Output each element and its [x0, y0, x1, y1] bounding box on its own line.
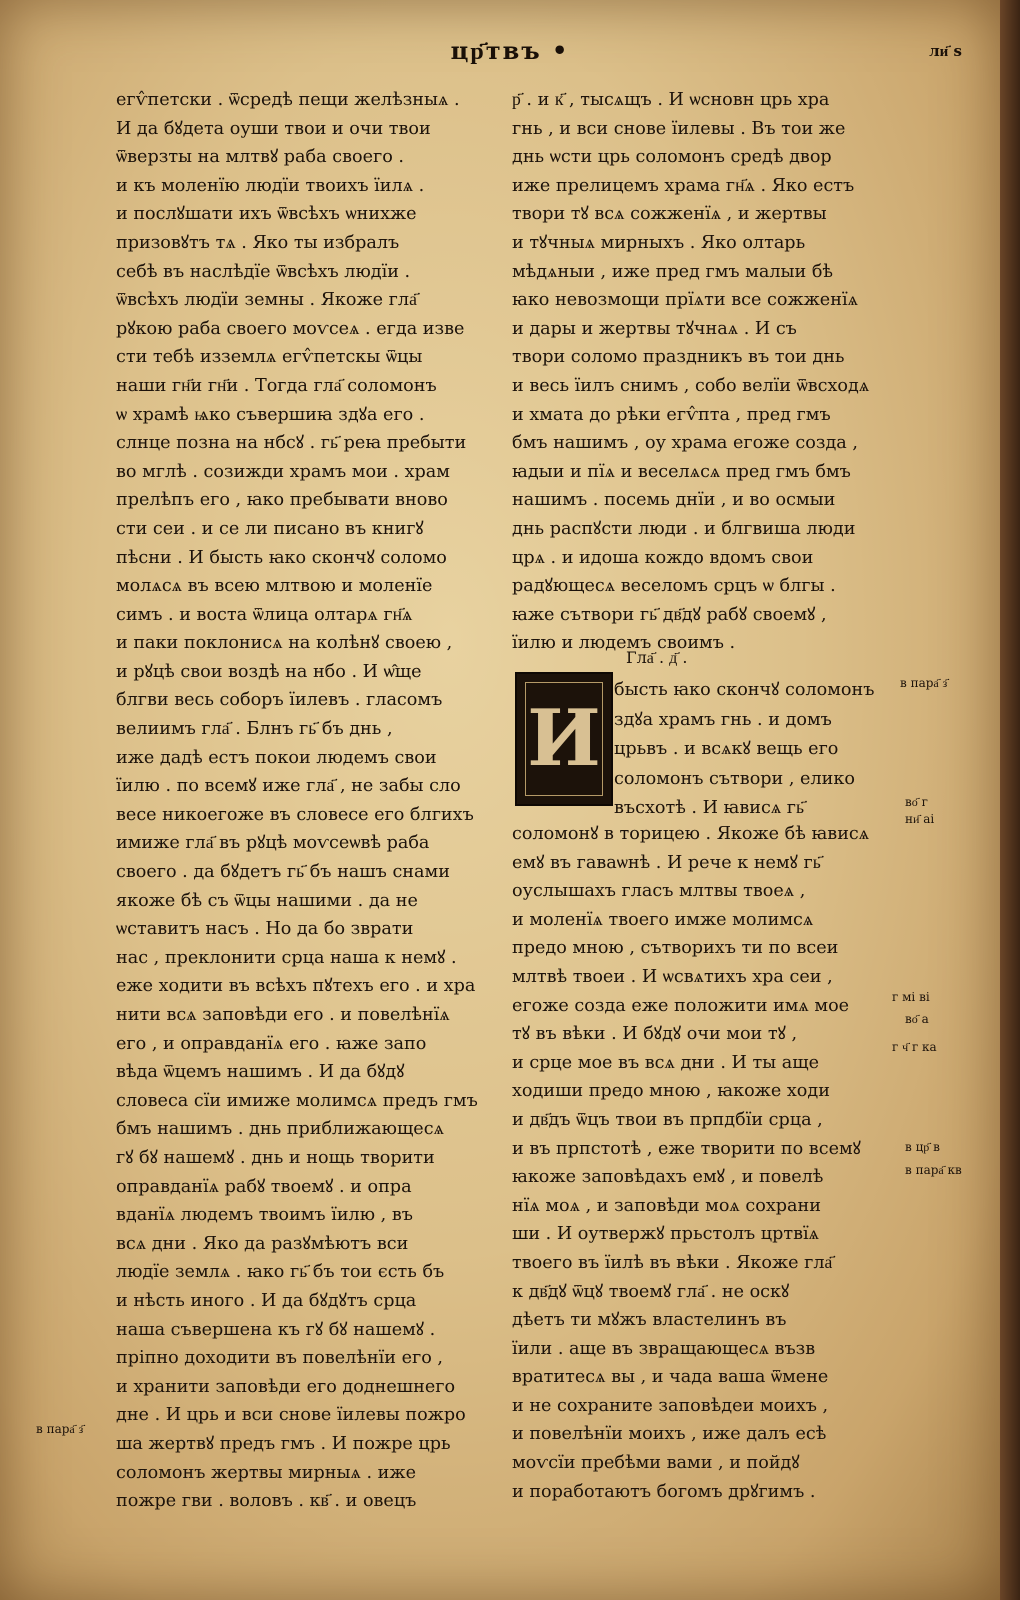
text-line: ꙗдыи и пїѧ и веселѧсѧ пред гмъ бмъ [512, 461, 851, 482]
text-line: и не сохраните заповѣдеи моихъ , [512, 1395, 829, 1416]
text-line: бмъ нашимъ , оу храма егоже созда , [512, 433, 858, 454]
text-line: твори соломо праздникъ въ тои днь [512, 347, 845, 368]
text-line: и паки поклонисѧ на колѣнꙋ своею , [116, 633, 453, 654]
text-line: бмъ нашимъ . днь приближающесѧ [116, 1119, 444, 1140]
text-line: црѧ . и идоша кождо вдомъ свои [512, 547, 814, 568]
text-line: прелѣпъ его , ꙗко пребывати вново [116, 490, 448, 511]
margin-note: в цр҃ в [905, 1140, 940, 1154]
text-line: тꙋ въ вѣки . И бꙋдꙋ очи мои тꙋ , [512, 1024, 798, 1045]
text-line: нашимъ . посемь днїи , и во осмыи [512, 490, 836, 511]
text-line: їилю и людемъ своимъ . [512, 633, 736, 654]
text-line: рꙋкою раба своего моѵсеѧ . егда изве [116, 318, 465, 339]
text-line: людїе землѧ . ꙗко гь҃ бъ тои єсть бъ [116, 1262, 445, 1283]
text-line: р҃ . и к҃ , тысѧщъ . И ѡсновн црь хра [512, 90, 830, 110]
margin-note: г ч҃ г ка [892, 1040, 937, 1054]
text-line: сти сеи . и се ли писано въ книгꙋ [116, 518, 424, 539]
text-line: пѣсни . И бысть ꙗко скончꙋ соломо [116, 547, 447, 568]
text-line: наша съвершена къ гꙋ бꙋ нашемꙋ . [116, 1319, 436, 1340]
text-line: ходиши предо мною , ꙗкоже ходи [512, 1081, 830, 1102]
text-line: всѧ дни . Яко да разꙋмѣютъ вси [116, 1233, 409, 1254]
text-line: и къ моленїю людїи твоихъ їилѧ . [116, 175, 425, 196]
text-line: сти тебѣ изземлѧ егѵ̂петскы ѿцы [116, 347, 423, 368]
text-line: їили . аще въ звращающесѧ възв [512, 1338, 816, 1359]
text-line: ѿвсѣхъ людїи земны . Якоже гла҃ [116, 290, 417, 311]
right-text-column-bottom [512, 820, 882, 1506]
chapter-heading: Гла҃ . д҃ . [626, 648, 688, 667]
text-line: црьвъ . и всѧкꙋ вещь его [614, 739, 839, 759]
initial-letter: И [525, 682, 603, 796]
text-line: слнце позна на нбсꙋ . гь҃ реꙗ пребыти [116, 433, 467, 454]
text-line: моѵсїи пребѣми вами , и пойдꙋ [512, 1453, 800, 1474]
text-line: ѡставитъ насъ . Но да бо зврати [116, 919, 414, 940]
margin-note: во҃ г [905, 795, 928, 809]
text-line: и повелѣнїи моихъ , иже далъ есѣ [512, 1424, 827, 1445]
text-line: ша жертвꙋ предъ гмъ . И пожре црь [116, 1433, 451, 1454]
running-title: цр҃твъ • [450, 36, 570, 65]
text-line: радꙋющесѧ веселомъ срцъ ѡ блгы . [512, 576, 836, 597]
text-line: соломонъ жертвы мирныѧ . иже [116, 1462, 416, 1483]
page-edge [1000, 0, 1020, 1600]
text-line: егоже созда еже положити имѧ мое [512, 995, 850, 1016]
text-line: себѣ въ наслѣдїе ѿвсѣхъ людїи . [116, 261, 411, 282]
text-line: весе никоегоже въ словесе его блгихъ [116, 804, 474, 825]
text-line: и дв҃дъ ѿцъ твои въ прпдбїи срца , [512, 1109, 823, 1130]
text-line: имиже гла҃ въ рꙋцѣ моѵсеѡвѣ раба [116, 833, 430, 854]
text-line: и срце мое въ всѧ дни . И ты аще [512, 1052, 820, 1073]
text-beside-initial [614, 676, 886, 824]
text-line: пріпно доходити въ повелѣнїи его , [116, 1348, 443, 1369]
text-line: ꙗкоже заповѣдахъ емꙋ , и повелѣ [512, 1167, 824, 1188]
text-line: пожре гви . воловъ . кв҃ . и овецъ [116, 1491, 417, 1512]
text-line: здꙋа храмъ гнь . и домъ [614, 709, 832, 730]
text-line: во мглѣ . созижди храмъ мои . храм [116, 461, 450, 482]
text-line: твоего въ їилѣ въ вѣки . Якоже гла҃ [512, 1252, 833, 1273]
text-line: нити всѧ заповѣди его . и повелѣнїѧ [116, 1005, 450, 1025]
text-line: твори тꙋ всѧ сожженїѧ , и жертвы [512, 204, 827, 225]
text-line: ѡ храмѣ ѩко съвершиꙗ здꙋа его . [116, 404, 425, 425]
text-line: иже прелицемъ храма гн҃ѧ . Яко естъ [512, 175, 855, 196]
text-line: призовꙋтъ тѧ . Яко ты избралъ [116, 232, 400, 253]
margin-note: во҃ а [905, 1012, 929, 1026]
text-line: дне . И црь и вси снове їилевы пожро [116, 1405, 466, 1426]
text-line: оправданїѧ рабꙋ твоемꙋ . и опра [116, 1176, 412, 1197]
text-line: емꙋ въ гаваѡнѣ . И рече к немꙋ гь҃ [512, 852, 821, 873]
text-line: его , и оправданїѧ его . ꙗже запо [116, 1033, 427, 1054]
text-line: симъ . и воста ѿлица олтарѧ гн҃ѧ [116, 604, 413, 625]
text-line: днь распꙋсти люди . и блгвиша люди [512, 518, 856, 539]
text-line: бысть ꙗко скончꙋ соломонъ [614, 680, 875, 700]
right-text-column-top [512, 86, 882, 658]
text-line: предо мною , сътворихъ ти по всеи [512, 938, 839, 959]
text-line: гнь , и вси снове їилевы . Въ тои же [512, 118, 846, 139]
text-line: въсхотѣ . И ꙗвисѧ гь҃ [614, 798, 805, 818]
text-line: соломонꙋ в торицею . Якоже бѣ ꙗвисѧ [512, 824, 870, 844]
text-line: и хмата до рѣки егѵ̂пта , пред гмъ [512, 404, 831, 425]
text-line: и хранити заповѣди его доднешнего [116, 1376, 456, 1397]
text-line: наши гн҃и гн҃и . Тогда гла҃ соломонъ [116, 375, 437, 396]
text-line: молѧсѧ въ всею млтвою и моленїе [116, 576, 433, 597]
text-line: вратитесѧ вы , и чада ваша ѿмене [512, 1367, 829, 1388]
text-line: вѣда ѿцемъ нашимъ . И да бꙋдꙋ [116, 1062, 405, 1083]
text-line: ꙗже сътвори гь҃ дв҃дꙋ рабꙋ своемꙋ , [512, 604, 827, 625]
text-line: блгви весь соборъ їилевъ . гласомъ [116, 690, 443, 711]
text-line: еже ходити въ всѣхъ пꙋтехъ его . и хра [116, 976, 476, 997]
text-line: словеса сїи имиже молимсѧ предъ гмъ [116, 1090, 478, 1111]
margin-note: г мі ві [892, 990, 930, 1004]
text-line: оуслышахъ гласъ млтвы твоеѧ , [512, 881, 806, 902]
folio-number: ли҃ ѕ [929, 42, 962, 60]
text-line: мѣдѧныи , иже пред гмъ малыи бѣ [512, 261, 834, 282]
text-line: иже дадѣ естъ покои людемъ свои [116, 747, 437, 768]
text-line: и моленїѧ твоего имже молимсѧ [512, 909, 814, 930]
text-line: ѿверзты на млтвꙋ раба своего . [116, 147, 404, 168]
text-line: и рꙋцѣ свои воздѣ на нбо . И ѡ̂ще [116, 661, 422, 682]
text-line: и послꙋшати ихъ ѿвсѣхъ ѡнихже [116, 204, 417, 225]
text-line: И да бꙋдета оуши твои и очи твои [116, 118, 431, 139]
text-line: велиимъ гла҃ . Блнъ гь҃ бъ днь , [116, 719, 393, 740]
text-line: дѣетъ ти мꙋжъ властелинъ въ [512, 1310, 787, 1331]
text-line: ꙗко невозмощи прїѧти все сожженїѧ [512, 290, 858, 311]
text-line: днь ѡсти црь соломонъ средѣ двор [512, 147, 832, 168]
text-line: и въ прпстотѣ , еже творити по всемꙋ [512, 1138, 861, 1159]
text-line: якоже бѣ съ ѿцы нашими . да не [116, 890, 418, 911]
decorated-initial [515, 672, 613, 806]
text-line: и тꙋчныѧ мирныхъ . Яко олтарь [512, 232, 806, 253]
margin-note: в пара҃ з҃ [900, 676, 948, 690]
margin-note: в пара҃ кв [905, 1163, 962, 1177]
text-line: к дв҃дꙋ ѿцꙋ твоемꙋ гла҃ . не оскꙋ [512, 1281, 790, 1302]
text-line: и поработаютъ богомъ дрꙋгимъ . [512, 1481, 816, 1502]
text-line: и дары и жертвы тꙋчнаѧ . И съ [512, 318, 797, 339]
text-line: и весь їилъ снимъ , собо велїи ѿвсходѧ [512, 375, 870, 396]
left-text-column [116, 86, 496, 1516]
text-line: соломонъ сътвори , елико [614, 768, 855, 789]
text-line: гꙋ бꙋ нашемꙋ . днь и нощь творити [116, 1147, 435, 1168]
text-line: їилю . по всемꙋ иже гла҃ , не забы сло [116, 776, 461, 797]
text-line: своего . да бꙋдетъ гь҃ бъ нашъ снами [116, 862, 450, 883]
text-line: и нѣсть иного . И да бꙋдꙋтъ срца [116, 1290, 417, 1311]
margin-note: в пара҃ з҃ [36, 1422, 84, 1436]
text-line: вданїѧ людемъ твоимъ їилю , въ [116, 1205, 413, 1226]
margin-note: ни҃ аі [905, 812, 935, 826]
text-line: млтвѣ твоеи . И ѡсвѧтихъ хра сеи , [512, 966, 833, 987]
text-line: ши . И оутвержꙋ прьстолъ цртвїѧ [512, 1224, 820, 1245]
text-line: нїѧ моѧ , и заповѣди моѧ сохрани [512, 1195, 821, 1216]
text-line: нас , преклонити срца наша к немꙋ . [116, 947, 457, 968]
text-line: егѵ̂петски . ѿсредѣ пещи желѣзныѧ . [116, 90, 460, 110]
